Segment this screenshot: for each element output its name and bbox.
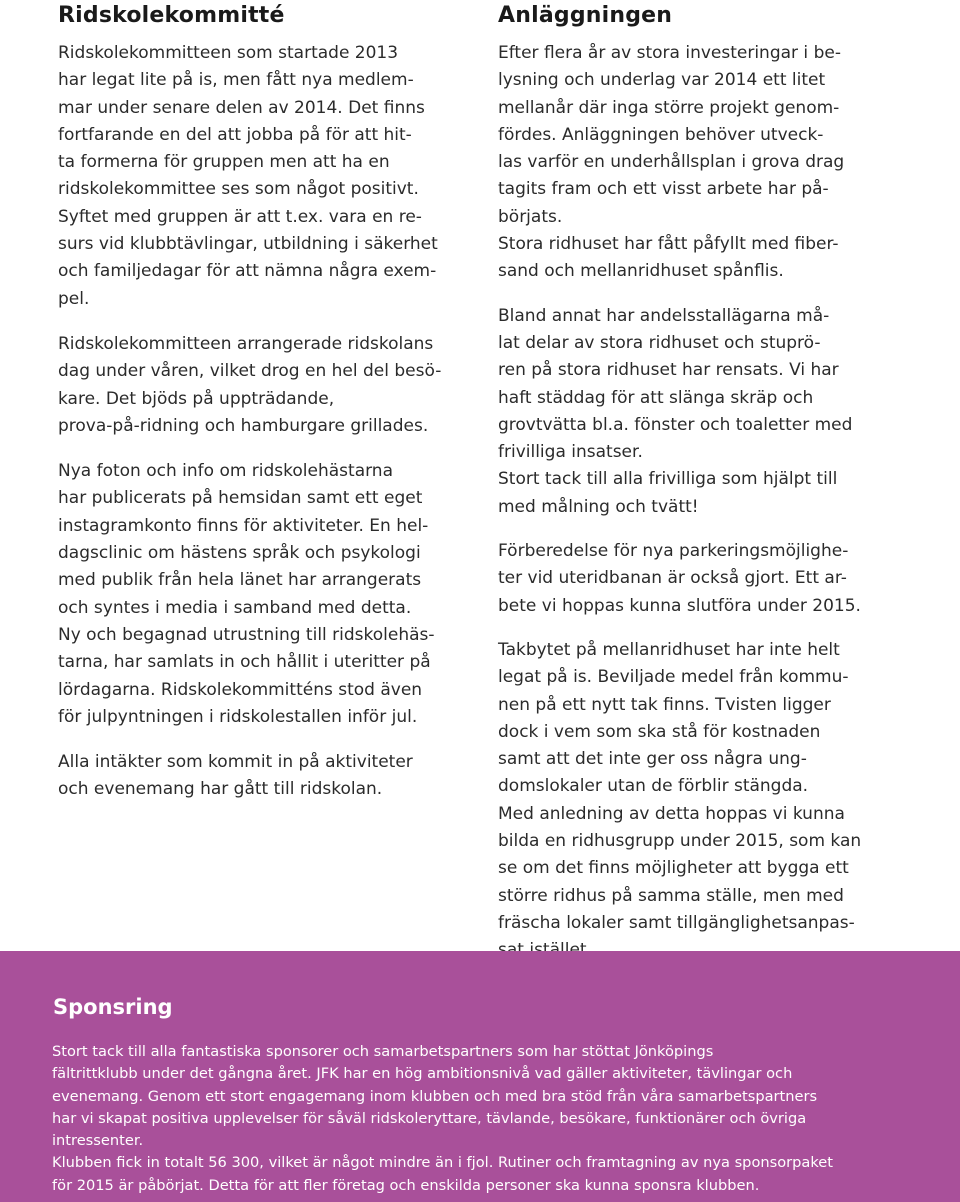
paragraph: Efter flera år av stora investeringar i be- lysning och underlag var 2014 ett litet mellanår där inga större projekt genom- fördes. Anläggningen behöver utveck- las varför en underhållsplan i grova drag tagits fram och ett visst arbete har på- börjats. Stora ridhuset har fått påfyllt med fiber- sand och mellanridhuset spånflis. xyxy=(498,43,845,282)
paragraph: Nya foton och info om ridskolehästarna har publicerats på hemsidan samt ett eget instagramkonto finns för aktiviteter. En hel- dagsclinic om hästens språk och psykologi med publik från hela länet har arrangerats och syntes i media i samband med detta. Ny och begagnad utrustning till ridskolehäs- tarna, har samlats in och hållit i uteritter på lördagarna. Ridskolekommitténs stod även för julpyntningen i ridskolestallen inför jul. xyxy=(58,461,435,727)
left-column xyxy=(58,0,478,822)
right-column xyxy=(498,0,918,982)
sponsor-panel xyxy=(0,951,960,1202)
paragraph: Alla intäkter som kommit in på aktiviteter och evenemang har gått till ridskolan. xyxy=(58,752,413,800)
sponsor-text: Stort tack till alla fantastiska sponsorer och samarbetspartners som har stöttat Jönköpings fältrittklubb under det gångna året. JFK har en hög ambitionsnivå vad gäller aktiviteter, tävlingar och evenemang. Genom ett stort engagemang inom klubben och med bra stöd från våra samarbetspartners har vi skapat positiva upplevelser för såväl ridskoleryttare, tävlande, besökare, funktionärer och övriga intressenter. Klubben fick in totalt 56 300, vilket är något mindre än i fjol. Rutiner och framtagning av nya sponsorpaket för 2015 är påbörjat. Detta för att fler företag och enskilda personer ska kunna sponsra klubben. xyxy=(52,1043,833,1194)
section-heading-sponsring: Sponsring xyxy=(53,995,173,1019)
section-heading-ridskolekommitte: Ridskolekommitté xyxy=(58,3,285,28)
paragraph: Bland annat har andelsstallägarna må- lat delar av stora ridhuset och stuprö- ren på stora ridhuset har rensats. Vi har haft städdag för att slänga skräp och grovtvätta bl.a. fönster och toaletter med frivilliga insatser. Stort tack till alla frivilliga som hjälpt till med målning och tvätt! xyxy=(498,305,853,517)
paragraph: Takbytet på mellanridhuset har inte helt legat på is. Beviljade medel från kommu- nen på ett nytt tak finns. Tvisten ligger dock i vem som ska stå för kostnaden samt att det inte ger oss några ung- domslokaler utan de förblir stängda. Med anledning av detta hoppas vi kunna bilda en ridhusgrupp under 2015, som kan se om det finns möjligheter att bygga ett större ridhus på samma ställe, men med fräscha lokaler samt tillgänglighetsanpas- xyxy=(498,639,862,933)
paragraph: Förberedelse för nya parkeringsmöjlighe- ter vid uteridbanan är också gjort. Ett ar- bete vi hoppas kunna slutföra under 2015. xyxy=(498,541,861,616)
paragraph: Ridskolekommitteen arrangerade ridskolans dag under våren, vilket drog en hel del besö- kare. Det bjöds på uppträdande, prova-på-ridning och hamburgare grillades. xyxy=(58,333,442,436)
section-heading-anlaggningen: Anläggningen xyxy=(498,3,673,28)
paragraph: Ridskolekommitteen som startade 2013 har legat lite på is, men fått nya medlem- mar under senare delen av 2014. Det finns fortfarande en del att jobba på för att hit- ta formerna för gruppen men att ha en ridskolekommittee ses som något positivt. Syftet med gruppen är att t.ex. vara en re- surs vid klubbtävlingar, utbildning i säkerhet och familjedagar för att nämna några exem- pel. xyxy=(58,43,438,309)
